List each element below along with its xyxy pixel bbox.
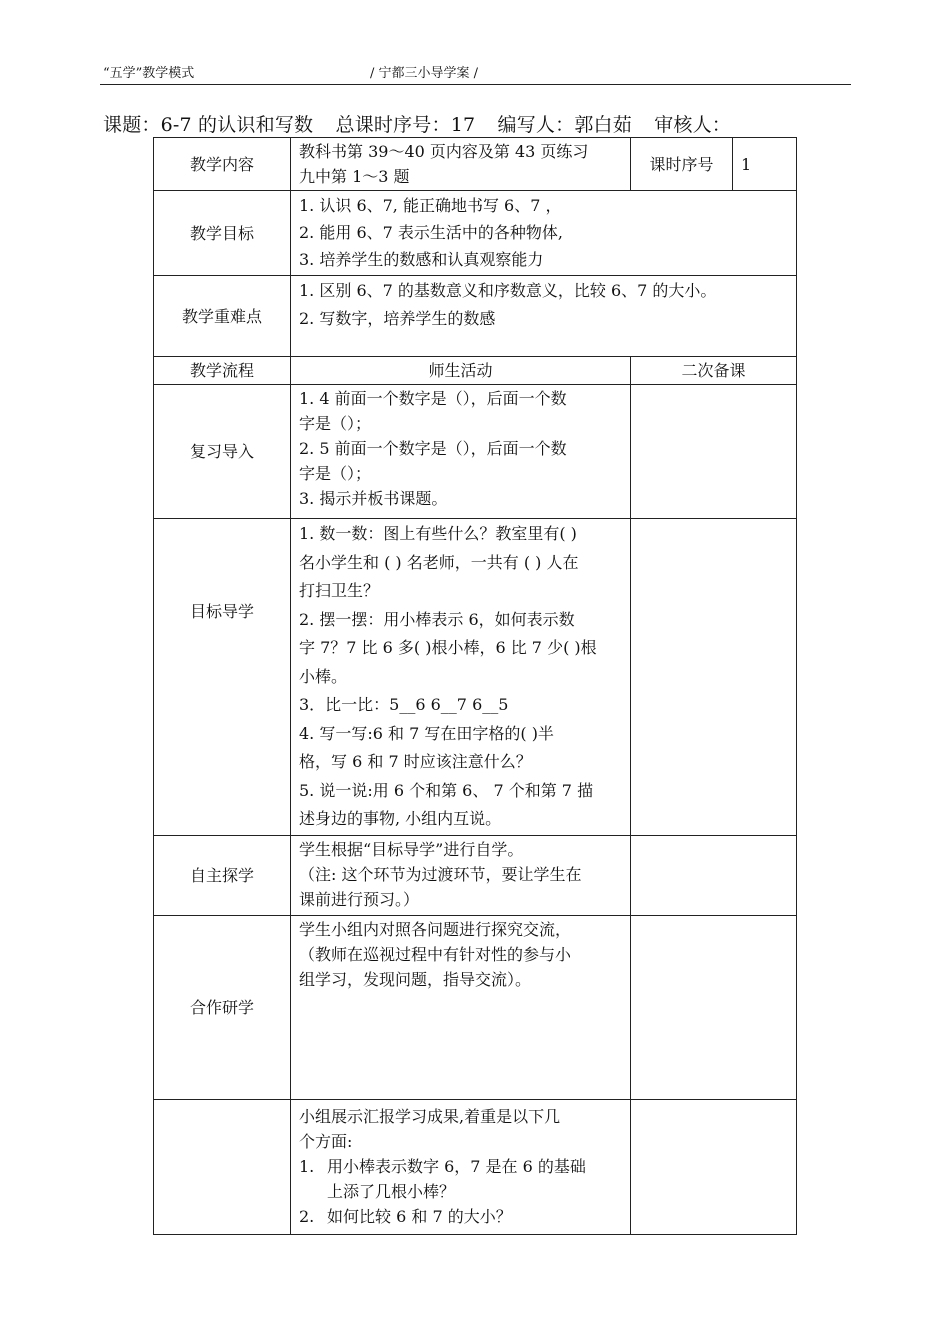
show-item-line: 用小棒表示数字 6，7 是在 6 的基础	[327, 1156, 586, 1176]
cooperate-line: 组学习，发现问题，指导交流）。	[299, 969, 532, 989]
show-item-number: 1.	[299, 1156, 315, 1176]
title-author: 编写人：郭白茹	[497, 114, 632, 136]
cooperate-line: 学生小组内对照各问题进行探究交流，	[299, 919, 572, 939]
goal-guide-line: 4. 写一写:6 和 7 写在田字格的( )半	[299, 723, 554, 743]
goal-guide-line: 打扫卫生？	[299, 581, 380, 600]
goal-guide-line: 1. 数一数：图上有些什么？教室里有( )	[299, 524, 577, 543]
goal-guide-line: 字 7？7 比 6 多( )根小棒，6 比 7 少( )根	[299, 638, 597, 657]
header-divider	[100, 84, 851, 85]
goal-guide-line: 名小学生和 ( ) 名老师，一共有 ( ) 人在	[299, 552, 579, 572]
row-cooperate	[154, 915, 797, 1099]
self-study-label: 自主探学	[154, 835, 291, 915]
goal-guide-line: 3．比一比：5__6 6__7 6__5	[299, 695, 509, 714]
goal-guide-label: 目标导学	[154, 519, 291, 836]
goal-guide-prep	[631, 519, 797, 836]
cooperate-activity	[291, 915, 631, 1099]
header-left-text: “五学”教学模式	[103, 66, 195, 81]
content-cell	[291, 138, 631, 191]
goals-label: 教学目标	[154, 191, 291, 276]
title-topic: 课题：6-7 的认识和写数	[103, 114, 314, 136]
review-line: 2. 5 前面一个数字是（），后面一个数	[299, 439, 567, 458]
show-list-item	[299, 1204, 622, 1229]
content-line: 九中第 1～3 题	[299, 167, 410, 186]
key-point-item: 2. 写数字，培养学生的数感	[299, 309, 496, 328]
show-intro-line: 个方面:	[299, 1131, 353, 1151]
goal-guide-activity	[291, 519, 631, 836]
content-label: 教学内容	[154, 138, 291, 191]
row-goal-guide	[154, 519, 797, 836]
key-points-label: 教学重难点	[154, 276, 291, 357]
row-goals	[154, 191, 797, 276]
row-flow-header	[154, 357, 797, 385]
review-label: 复习导入	[154, 385, 291, 519]
header-center-text: / 宁都三小导学案 /	[370, 66, 479, 81]
row-review	[154, 385, 797, 519]
period-value: 1	[733, 138, 797, 191]
cooperate-prep	[631, 915, 797, 1099]
row-show	[154, 1099, 797, 1234]
review-line: 3. 揭示并板书课题。	[299, 489, 448, 508]
review-activity	[291, 385, 631, 519]
show-item-line: 如何比较 6 和 7 的大小？	[327, 1206, 512, 1226]
title-lesson-number: 总课时序号：17	[335, 114, 476, 136]
review-line: 1. 4 前面一个数字是（），后面一个数	[299, 389, 567, 408]
prep-header: 二次备课	[631, 357, 797, 385]
show-item-number: 2.	[299, 1206, 315, 1226]
lesson-plan-table	[153, 137, 797, 1235]
row-key-points	[154, 276, 797, 357]
self-study-line: 学生根据“目标导学”进行自学。	[299, 839, 524, 859]
show-item-text	[327, 1154, 586, 1204]
key-points-cell	[291, 276, 797, 357]
self-study-line: （注: 这个环节为过渡环节，要让学生在	[299, 864, 582, 884]
show-intro-line: 小组展示汇报学习成果,着重是以下几	[299, 1106, 561, 1126]
goals-cell	[291, 191, 797, 276]
goal-item: 3. 培养学生的数感和认真观察能力	[299, 250, 544, 269]
show-list-item	[299, 1154, 622, 1204]
self-study-line: 课前进行预习。）	[299, 889, 420, 909]
review-line: 字是（）；	[299, 464, 372, 483]
show-prep	[631, 1099, 797, 1234]
row-self-study	[154, 835, 797, 915]
row-content	[154, 138, 797, 191]
goal-guide-line: 5. 说一说:用 6 个和第 6、 7 个和第 7 描	[299, 780, 594, 800]
cooperate-line: （教师在巡视过程中有针对性的参与小	[299, 944, 572, 964]
self-study-prep	[631, 835, 797, 915]
content-line: 教科书第 39～40 页内容及第 43 页练习	[299, 142, 589, 161]
period-label: 课时序号	[631, 138, 733, 191]
goal-guide-line: 小棒。	[299, 666, 348, 686]
self-study-activity	[291, 835, 631, 915]
review-prep	[631, 385, 797, 519]
review-line: 字是（）；	[299, 414, 372, 433]
goal-guide-line: 2. 摆一摆：用小棒表示 6，如何表示数	[299, 609, 575, 629]
goal-guide-line: 述身边的事物, 小组内互说。	[299, 809, 502, 828]
flow-header: 教学流程	[154, 357, 291, 385]
activity-header: 师生活动	[291, 357, 631, 385]
goal-item: 2. 能用 6、7 表示生活中的各种物体,	[299, 223, 563, 242]
show-item-text	[327, 1204, 512, 1229]
title-reviewer: 审核人：	[654, 114, 731, 136]
goal-item: 1. 认识 6、7, 能正确地书写 6、7 ，	[299, 196, 562, 215]
show-activity	[291, 1099, 631, 1234]
goal-guide-line: 格，写 6 和 7 时应该注意什么？	[299, 752, 532, 771]
cooperate-label: 合作研学	[154, 915, 291, 1099]
lesson-title	[103, 112, 747, 138]
show-item-line: 上添了几根小棒？	[327, 1181, 456, 1201]
key-point-item: 1. 区别 6、7 的基数意义和序数意义，比较 6、7 的大小。	[299, 281, 717, 300]
show-label	[154, 1099, 291, 1234]
